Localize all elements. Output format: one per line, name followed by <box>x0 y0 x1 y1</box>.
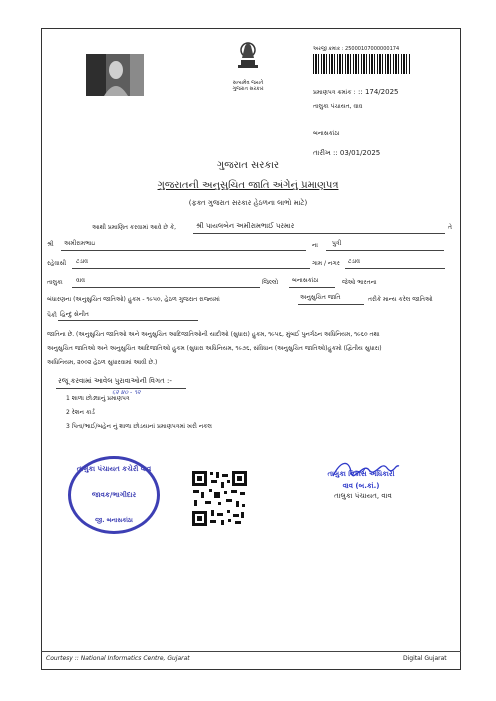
caste-line <box>58 320 198 321</box>
shri-label: શ્રી <box>47 241 54 248</box>
taluka-line <box>72 287 260 288</box>
docs-handwritten-note: ૬૨ ૪૦ - ૧૨ <box>112 389 141 396</box>
recognized-text: તરીકે માન્ય કરેલ જાતિઓ <box>368 296 433 303</box>
state-emblem <box>232 38 264 80</box>
applicant-photo <box>86 54 144 96</box>
signatory-designation: તાલુકા વિકાસ અધિકારી <box>327 470 395 478</box>
certificate-title: ગુજરાતની અનુસુચિત જાતિ અંગેનું પ્રમાણપત્ર <box>157 180 339 191</box>
caste-value: હિન્દુ સેનીત <box>60 311 89 318</box>
relation-label: ના <box>312 242 318 249</box>
applicant-name: શ્રી પાયલબેન અમીરામભાઈ પરમાર <box>196 222 295 230</box>
para-line-3: અધિનિયમ, ૨૦૦૨ હેઠળ સુધારવામાં આવી છે.) <box>47 359 158 366</box>
application-number: અરજી ક્રમાંક : 25000107000000174 <box>313 46 400 52</box>
village-line <box>345 268 445 269</box>
emblem-caption-2: ગુજરાત સરકાર <box>232 86 264 92</box>
certificate-number-label: પ્રમાણપત્ર ક્રમાંક : <box>313 89 356 96</box>
taluka-label: તાલુકા <box>47 279 63 286</box>
father-name: અમીરામભાઇ <box>64 240 96 247</box>
docs-heading: રજૂ કરવામાં આવેલ પુરાવાઓની વિગત :- <box>58 377 172 385</box>
seal-bottom-text: જી. બનાસકાંઠા <box>95 517 133 524</box>
relation-value: પુત્રી <box>332 240 342 247</box>
resident-label: રહેવાસી <box>47 260 67 267</box>
para-line-1: જાતિના છે. (અનુસુચિત જાતિઓ અને અનુસુચિત આદિજાતિઓની યાદીઓ (સુધારા) હુકમ, ૧૯૫૬, મુંબઈ પુનર્ગઠન અધિનિયમ, ૧૯૬૦ તથા <box>47 331 380 338</box>
order-text: બંધારણના (અનુસુચિત જાતિઓ) હુકમ - ૧૯૫૦, હેઠળ ગુજરાત રાજ્યમાં <box>47 296 220 303</box>
para-line-2: અનુસુચિત જાતિઓ અને અનુસુચિત આદિજાતિઓ હુકમ (સુધારા અધિનિયમ, ૧૯૭૬, સંવિધાન (અનુસુચિત જાતિઓ)હુકમો (દ્વિતીય સુધારા) <box>47 345 382 352</box>
line1-end: તે <box>448 224 452 231</box>
certificate-subtitle: (ફક્ત ગુજરાત સરકાર હેઠળના લાભો માટે) <box>188 199 308 207</box>
seal-mid-text: જાવક/ભાગીદાર <box>91 491 137 499</box>
district-value: બનાસકાંઠા <box>292 277 319 284</box>
doc-item-3: 3 પિતા/ભાઈ/બહેન નું શાળા છોડયાનાં પ્રમાણપત્રમાં ખરી નકલ <box>66 423 212 430</box>
footer-divider <box>41 651 461 652</box>
state-text: જેઓ ભારતના <box>342 279 377 286</box>
doc-item-2: 2 રેશન કાર્ડ <box>66 409 95 416</box>
certify-text: આથી પ્રમાણિત કરવામાં આવે છે કે, <box>92 224 177 231</box>
qr-code <box>191 470 248 527</box>
signatory-place: વાવ (બ.કાં.) <box>342 482 380 490</box>
office-seal-stamp <box>68 456 160 534</box>
district-label: જિલ્લો <box>262 279 279 286</box>
applicant-name-line <box>193 233 445 234</box>
father-line <box>61 250 306 251</box>
resident-value: ટડાવ <box>76 258 88 265</box>
footer-courtesy: Courtesy :: National Informatics Centre, Gujarat <box>46 655 190 662</box>
caste-type-line <box>298 304 364 305</box>
district-line <box>289 287 335 288</box>
caste-type: અનુસુચિત જાતિ <box>300 294 341 301</box>
taluka-office: તાલુકા પંચાયત, વાવ <box>313 103 363 110</box>
signatory-office: તાલુકા પંચાયત, વાવ <box>334 492 392 500</box>
taluka-value: વાવ <box>76 277 85 284</box>
doc-item-1: 1 શાળા છોડ્યાનું પ્રમાણપત્ર <box>66 395 130 402</box>
relation-line <box>326 250 444 251</box>
district-header: બનાસકાંઠા <box>313 130 340 137</box>
seal-top-text: તાલુકા પંચાયત કચેરી વાવ <box>76 465 152 473</box>
barcode <box>313 54 411 74</box>
footer-brand: Digital Gujarat <box>403 655 447 662</box>
gov-title: ગુજરાત સરકાર <box>216 160 280 171</box>
resident-line <box>72 268 310 269</box>
village-value: ટડાવ <box>348 258 360 265</box>
issue-date: તારીખ :: 03/01/2025 <box>313 149 381 157</box>
emblem-caption-1: સત્યમેવ જયતે <box>232 80 264 86</box>
caste-label: પૈકી <box>47 312 57 319</box>
certificate-number: :: 174/2025 <box>358 88 399 96</box>
village-label: ગામ / નગર <box>312 260 340 267</box>
